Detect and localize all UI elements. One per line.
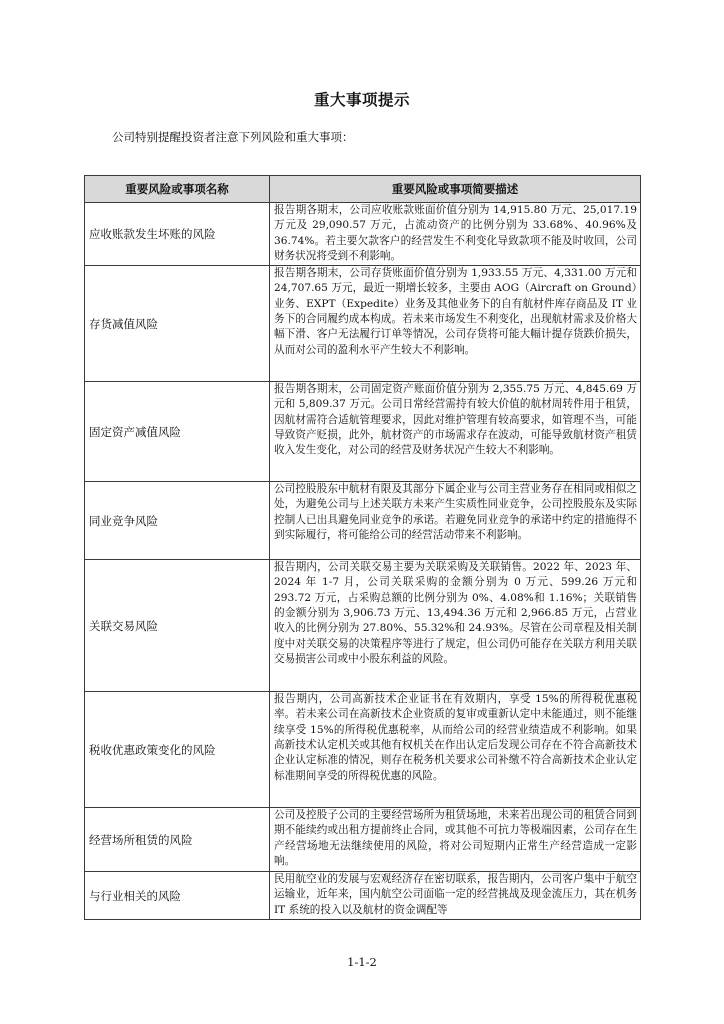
page-number: 1-1-2 [347, 955, 377, 969]
risk-name: 应收账款发生坏账的风险 [85, 203, 270, 266]
risk-description: 民用航空业的发展与宏观经济存在密切联系，报告期内，公司客户集中于航空运输业，近年来，国内航空公司面临一定的经营挑战及现金流压力，其在机务 IT 系统的投入以及航材的资金调配等 [270, 872, 641, 920]
risk-description: 报告期内，公司关联交易主要为关联采购及关联销售。2022 年、2023 年、2024 年 1-7 月，公司关联采购的金额分别为 0 万元、599.26 万元和 293.72 万元，占采购总额的比例分别为 0%、4.08%和 1.16%；关联销售的金额分别为 3,906.73 万元、13,494.36 万元和 2,966.85 万元，占营业收入的比例分别为 27.80%、55.32%和 24.93%。尽管在公司章程及相关制度中对关联交易的决策程序等进行了规定，但公司仍可能存在关联方利用关联交易损害公司或中小股东利益的风险。 [270, 560, 641, 692]
table-header-row [85, 176, 641, 203]
table-row [85, 203, 641, 266]
risk-description: 报告期内，公司高新技术企业证书在有效期内，享受 15%的所得税优惠税率。若未来公司在高新技术企业资质的复审或重新认定中未能通过，则不能继续享受 15%的所得税优惠税率，从而给公司的经营业绩造成不利影响。如果高新技术认定机关或其他有权机关在作出认定后发现公司存在不符合高新技术企业认定标准的情况，则存在税务机关要求公司补缴不符合高新技术企业认定标准期间享受的所得税优惠的风险。 [270, 692, 641, 808]
risk-name: 存货减值风险 [85, 266, 270, 382]
risk-name: 固定资产减值风险 [85, 382, 270, 482]
table-row [85, 692, 641, 808]
header-risk-description: 重要风险或事项简要描述 [270, 176, 641, 203]
document-title: 重大事项提示 [313, 91, 410, 109]
risk-description: 公司控股股东中航材有限及其部分下属企业与公司主营业务存在相同或相似之处，为避免公司与上述关联方未来产生实质性同业竞争，公司控股股东及实际控制人已出具避免同业竞争的承诺。若避免同业竞争的承诺中约定的措施得不到实际履行，将可能给公司的经营活动带来不利影响。 [270, 482, 641, 560]
table-row [85, 808, 641, 872]
risk-name: 关联交易风险 [85, 560, 270, 692]
risk-description: 报告期各期末，公司应收账款账面价值分别为 14,915.80 万元、25,017.19 万元及 29,090.57 万元，占流动资产的比例分别为 33.68%、40.96%及 36.74%。若主要欠款客户的经营发生不利变化导致款项不能及时收回，公司财务状况将受到不利影响。 [270, 203, 641, 266]
risk-name: 同业竞争风险 [85, 482, 270, 560]
risk-description: 报告期各期末，公司固定资产账面价值分别为 2,355.75 万元、4,845.69 万元和 5,809.37 万元。公司日常经营需持有较大价值的航材周转件用于租赁，因航材需符合适航管理要求，因此对维护管理有较高要求，如管理不当，可能导致资产贬损，此外，航材资产的市场需求存在波动，可能导致航材资产租赁收入发生变化，对公司的经营及财务状况产生较大不利影响。 [270, 382, 641, 482]
risk-name: 经营场所租赁的风险 [85, 808, 270, 872]
table-row [85, 560, 641, 692]
risk-name: 税收优惠政策变化的风险 [85, 692, 270, 808]
table-row [85, 482, 641, 560]
table-row [85, 382, 641, 482]
risk-description: 公司及控股子公司的主要经营场所为租赁场地，未来若出现公司的租赁合同到期不能续约或出租方提前终止合同，或其他不可抗力等极端因素，公司存在生产经营场地无法继续使用的风险，将对公司短期内正常生产经营造成一定影响。 [270, 808, 641, 872]
risk-table [84, 175, 641, 920]
table-row [85, 266, 641, 382]
table-row [85, 872, 641, 920]
risk-description: 报告期各期末，公司存货账面价值分别为 1,933.55 万元、4,331.00 万元和 24,707.65 万元，最近一期增长较多，主要由 AOG（Aircraft on Ground）业务、EXPT（Expedite）业务及其他业务下的自有航材件库存商品及 IT 业务下的合同履约成本构成。若未来市场发生不利变化，出现航材需求及价格大幅下滑、客户无法履行订单等情况，公司存货将可能大幅计提存货跌价损失，从而对公司的盈利水平产生较大不利影响。 [270, 266, 641, 382]
header-risk-name: 重要风险或事项名称 [85, 176, 270, 203]
risk-name: 与行业相关的风险 [85, 872, 270, 920]
intro-text: 公司特别提醒投资者注意下列风险和重大事项： [112, 130, 354, 144]
